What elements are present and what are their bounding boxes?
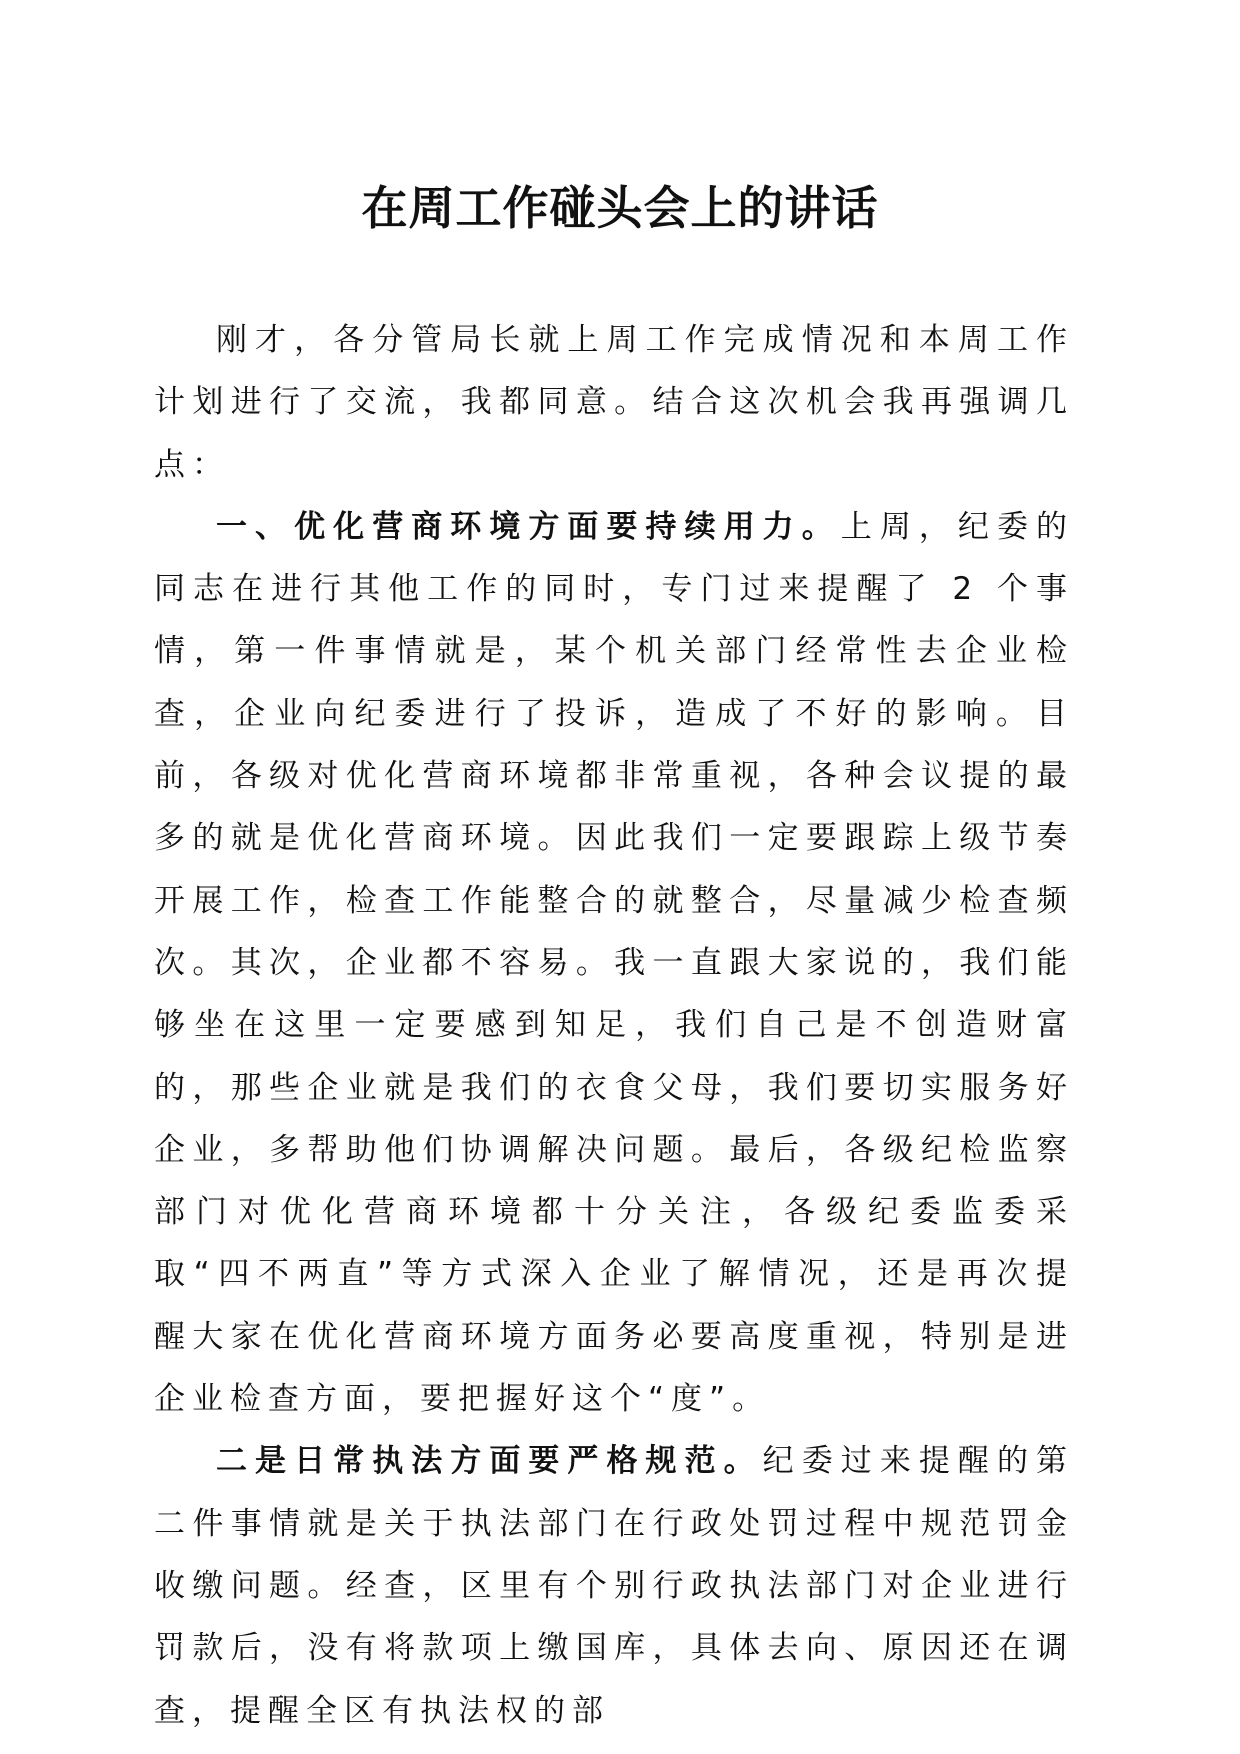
section-2-heading: 二是日常执法方面要严格规范。 [216, 1443, 763, 1480]
document-title: 在周工作碰头会上的讲话 [361, 181, 879, 235]
section-1-text: 上周，纪委的同志在进行其他工作的同时，专门过来提醒了 2 个事情，第一件事情就是，某个机关部门经常性去企业检查，企业向纪委进行了投诉，造成了不好的影响。目前，各级对优化营商环境都非常重视，各种会议提的最多的就是优化营商环境。因此我们一定要跟踪上级节奏开展工作，检查工作能整合的就整合，尽量减少检查频次。其次，企业都不容易。我一直跟大家说的，我们能够坐在这里一定要感到知足，我们自己是不创造财富的，那些企业就是我们的衣食父母，我们要切实服务好企业，多帮助他们协调解决问题。最后，各级纪检监察部门对优化营商环境都十分关注，各级纪委监委采取“四不两直”等方式深入企业了解情况，还是再次提醒大家在优化营商环境方面务必要高度重视，特别是进企业检查方面，要把握好这个“度”。 [154, 508, 1075, 1418]
document-body [154, 309, 1074, 1742]
section-2-paragraph [154, 1430, 1074, 1741]
section-1-heading: 一、优化营商环境方面要持续用力。 [216, 508, 841, 545]
section-1-paragraph [154, 496, 1074, 1430]
intro-paragraph: 刚才，各分管局长就上周工作完成情况和本周工作计划进行了交流，我都同意。结合这次机会我再强调几点： [154, 322, 1074, 483]
section-2-text: 纪委过来提醒的第二件事情就是关于执法部门在行政处罚过程中规范罚金收缴问题。经查，区里有个别行政执法部门对企业进行罚款后，没有将款项上缴国库，具体去向、原因还在调查，提醒全区有执法权的部 [154, 1443, 1075, 1729]
